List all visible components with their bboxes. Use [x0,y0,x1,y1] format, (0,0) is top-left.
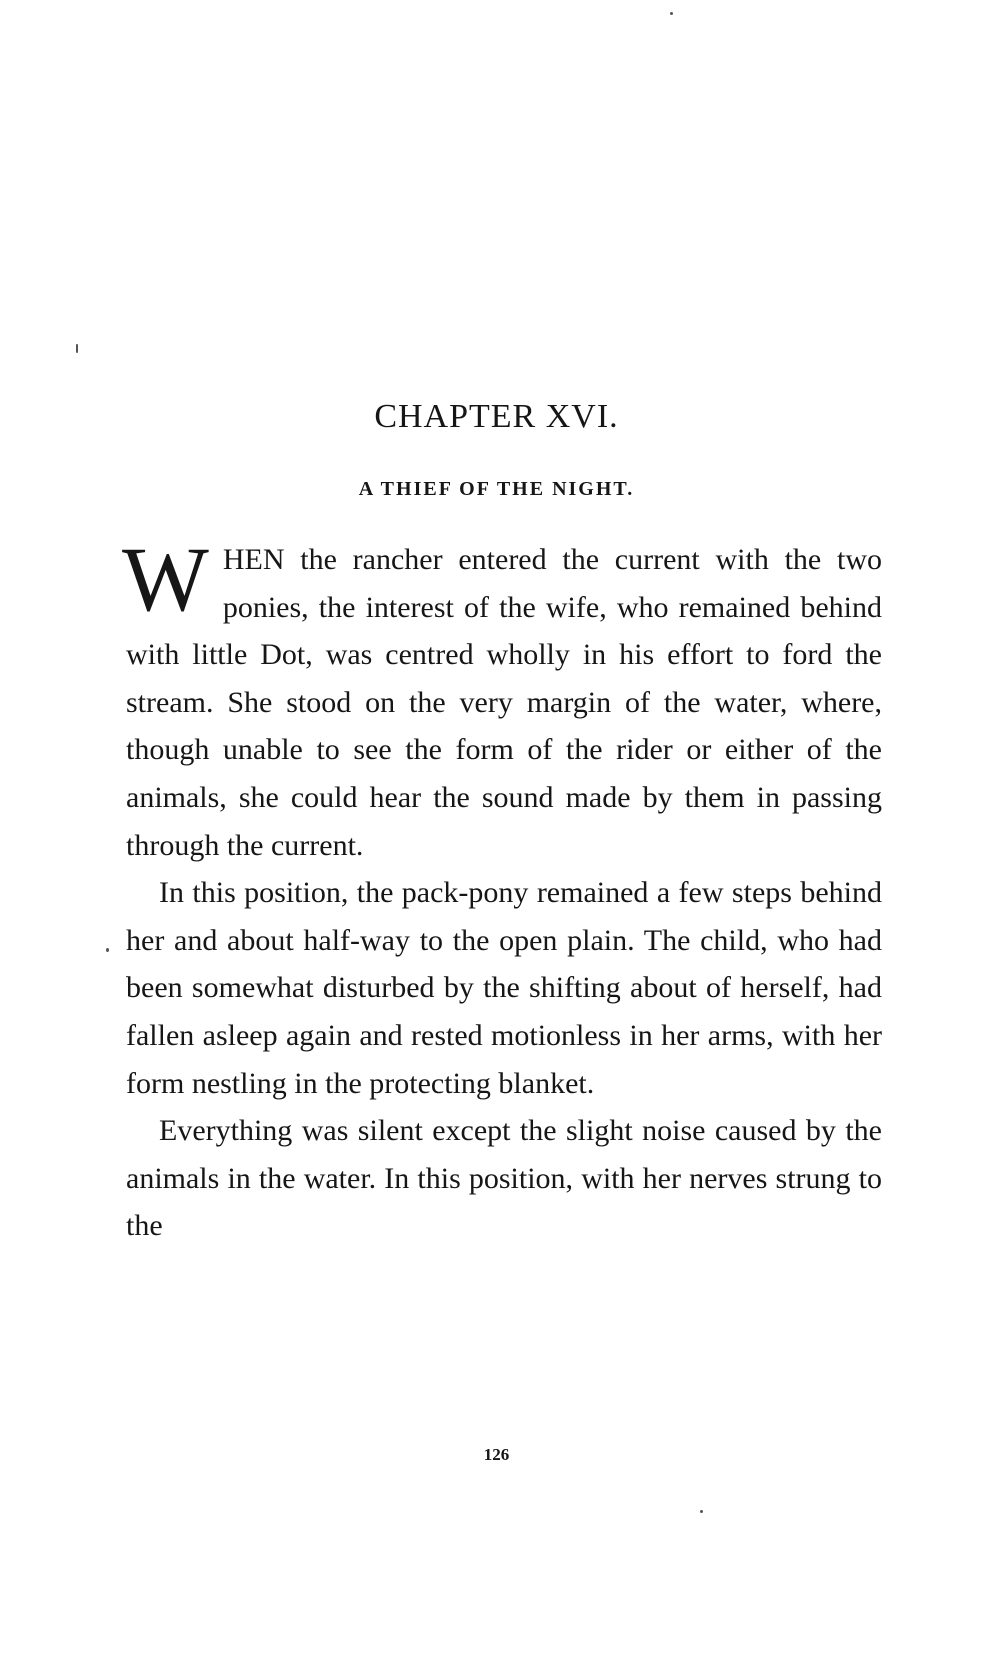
chapter-title: CHAPTER XVI. [374,398,619,435]
chapter-body [122,528,882,1250]
scan-speck [76,344,78,353]
scan-speck [106,948,109,952]
paragraph-1 [122,528,882,869]
scan-speck [670,12,673,15]
paragraph-1-text: HEN the rancher entered the current with the two ponies, the interest of the wife, who remained behind with little Dot, was centred wholly in his effort to ford the stream. She stood on the very margin of the water, where, though unable to see the form of the rider or either of the animals, she could hear the sound made by them in passing through the current. [126,543,882,862]
drop-cap: W [122,528,209,630]
scan-speck [700,1510,703,1513]
paragraph-2: In this position, the pack-pony remained a few steps behind her and about half-way to the open plain. The child, who had been somewhat disturbed by the shifting about of herself, had fallen asleep again and rested motionless in her arms, with her form nestling in the protecting blanket. [126,876,882,1100]
paragraph-3: Everything was silent except the slight noise caused by the animals in the water. In this position, with her nerves strung to the [126,1114,882,1243]
chapter-subtitle: A THIEF OF THE NIGHT. [358,478,635,500]
page-number: 126 [483,1445,510,1464]
